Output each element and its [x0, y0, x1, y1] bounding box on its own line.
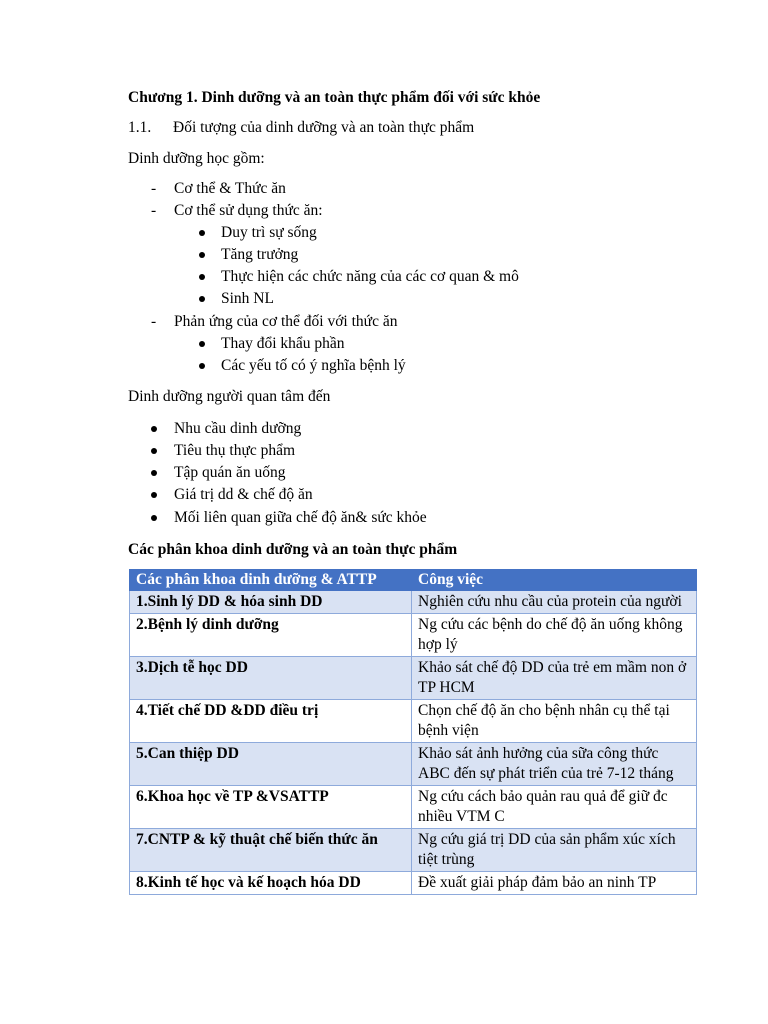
- sub-list-item: Duy trì sự sống: [221, 224, 317, 241]
- subdisciplines-table: [129, 569, 697, 895]
- sub-list-item: Tăng trưởng: [221, 246, 299, 263]
- table-cell-work: Ng cứu các bệnh do chế độ ăn uống không hợp lý: [412, 614, 697, 657]
- list-item: Phản ứng của cơ thể đối với thức ăn: [174, 313, 398, 330]
- table-cell-discipline: 3.Dịch tễ học DD: [130, 657, 412, 700]
- table-cell-work: Khảo sát ảnh hưởng của sữa công thức ABC đến sự phát triển của trẻ 7-12 tháng: [412, 743, 697, 786]
- bullet-icon: [151, 426, 157, 432]
- table-row: [130, 614, 697, 657]
- table-cell-work: Nghiên cứu nhu cầu của protein của người: [412, 591, 697, 614]
- bullet-icon: [199, 296, 205, 302]
- list-item: Tập quán ăn uống: [174, 464, 286, 481]
- table-cell-discipline: 7.CNTP & kỹ thuật chế biến thức ăn: [130, 829, 412, 872]
- table-cell-work: Đề xuất giải pháp đảm bảo an ninh TP: [412, 872, 697, 895]
- sub-list-item: Thực hiện các chức năng của các cơ quan & mô: [221, 268, 519, 285]
- table-cell-work: Chọn chế độ ăn cho bệnh nhân cụ thể tại bệnh viện: [412, 700, 697, 743]
- table-cell-discipline: 5.Can thiệp DD: [130, 743, 412, 786]
- table-cell-discipline: 2.Bệnh lý dinh dưỡng: [130, 614, 412, 657]
- table-cell-discipline: 6.Khoa học về TP &VSATTP: [130, 786, 412, 829]
- table-row: [130, 872, 697, 895]
- bullet-icon: [199, 274, 205, 280]
- table-row: [130, 591, 697, 614]
- list-item: Tiêu thụ thực phẩm: [174, 442, 296, 459]
- table-header-row: [130, 570, 697, 591]
- bullet-icon: [199, 230, 205, 236]
- dash-bullet: -: [151, 180, 157, 197]
- table-cell-discipline: 1.Sinh lý DD & hóa sinh DD: [130, 591, 412, 614]
- bullet-icon: [151, 492, 157, 498]
- intro-paragraph-2: Dinh dưỡng người quan tâm đến: [128, 388, 331, 405]
- sub-list-item: Sinh NL: [221, 290, 274, 307]
- list-item: Cơ thể & Thức ăn: [174, 180, 286, 197]
- list-item: Giá trị dd & chế độ ăn: [174, 486, 313, 503]
- table-cell-discipline: 8.Kinh tế học và kế hoạch hóa DD: [130, 872, 412, 895]
- sub-list-item: Thay đổi khẩu phần: [221, 335, 345, 352]
- table-row: [130, 657, 697, 700]
- dash-bullet: -: [151, 202, 157, 219]
- sub-list-item: Các yếu tố có ý nghĩa bệnh lý: [221, 357, 406, 374]
- table-row: [130, 829, 697, 872]
- list-item: Mối liên quan giữa chế độ ăn& sức khỏe: [174, 509, 427, 526]
- table-row: [130, 700, 697, 743]
- section-title: Đối tượng của dinh dưỡng và an toàn thực phẩm: [173, 119, 475, 136]
- table-cell-work: Khảo sát chế độ DD của trẻ em mầm non ở TP HCM: [412, 657, 697, 700]
- dash-bullet: -: [151, 313, 157, 330]
- column-header: Công việc: [412, 570, 697, 591]
- chapter-title: Chương 1. Dinh dưỡng và an toàn thực phẩm đối với sức khỏe: [128, 89, 541, 106]
- intro-paragraph-1: Dinh dưỡng học gồm:: [128, 150, 265, 167]
- table-heading: Các phân khoa dinh dưỡng và an toàn thực phẩm: [128, 541, 458, 558]
- bullet-icon: [151, 515, 157, 521]
- section-number: 1.1.: [128, 119, 152, 136]
- list-item: Nhu cầu dinh dưỡng: [174, 420, 302, 437]
- bullet-icon: [151, 470, 157, 476]
- list-item: Cơ thể sử dụng thức ăn:: [174, 202, 323, 219]
- bullet-icon: [151, 448, 157, 454]
- table-cell-work: Ng cứu giá trị DD của sản phẩm xúc xích tiệt trùng: [412, 829, 697, 872]
- table-row: [130, 743, 697, 786]
- column-header: Các phân khoa dinh dưỡng & ATTP: [130, 570, 412, 591]
- table-row: [130, 786, 697, 829]
- bullet-icon: [199, 341, 205, 347]
- bullet-icon: [199, 252, 205, 258]
- table-cell-discipline: 4.Tiết chế DD &DD điều trị: [130, 700, 412, 743]
- table-cell-work: Ng cứu cách bảo quản rau quả để giữ đc nhiều VTM C: [412, 786, 697, 829]
- bullet-icon: [199, 363, 205, 369]
